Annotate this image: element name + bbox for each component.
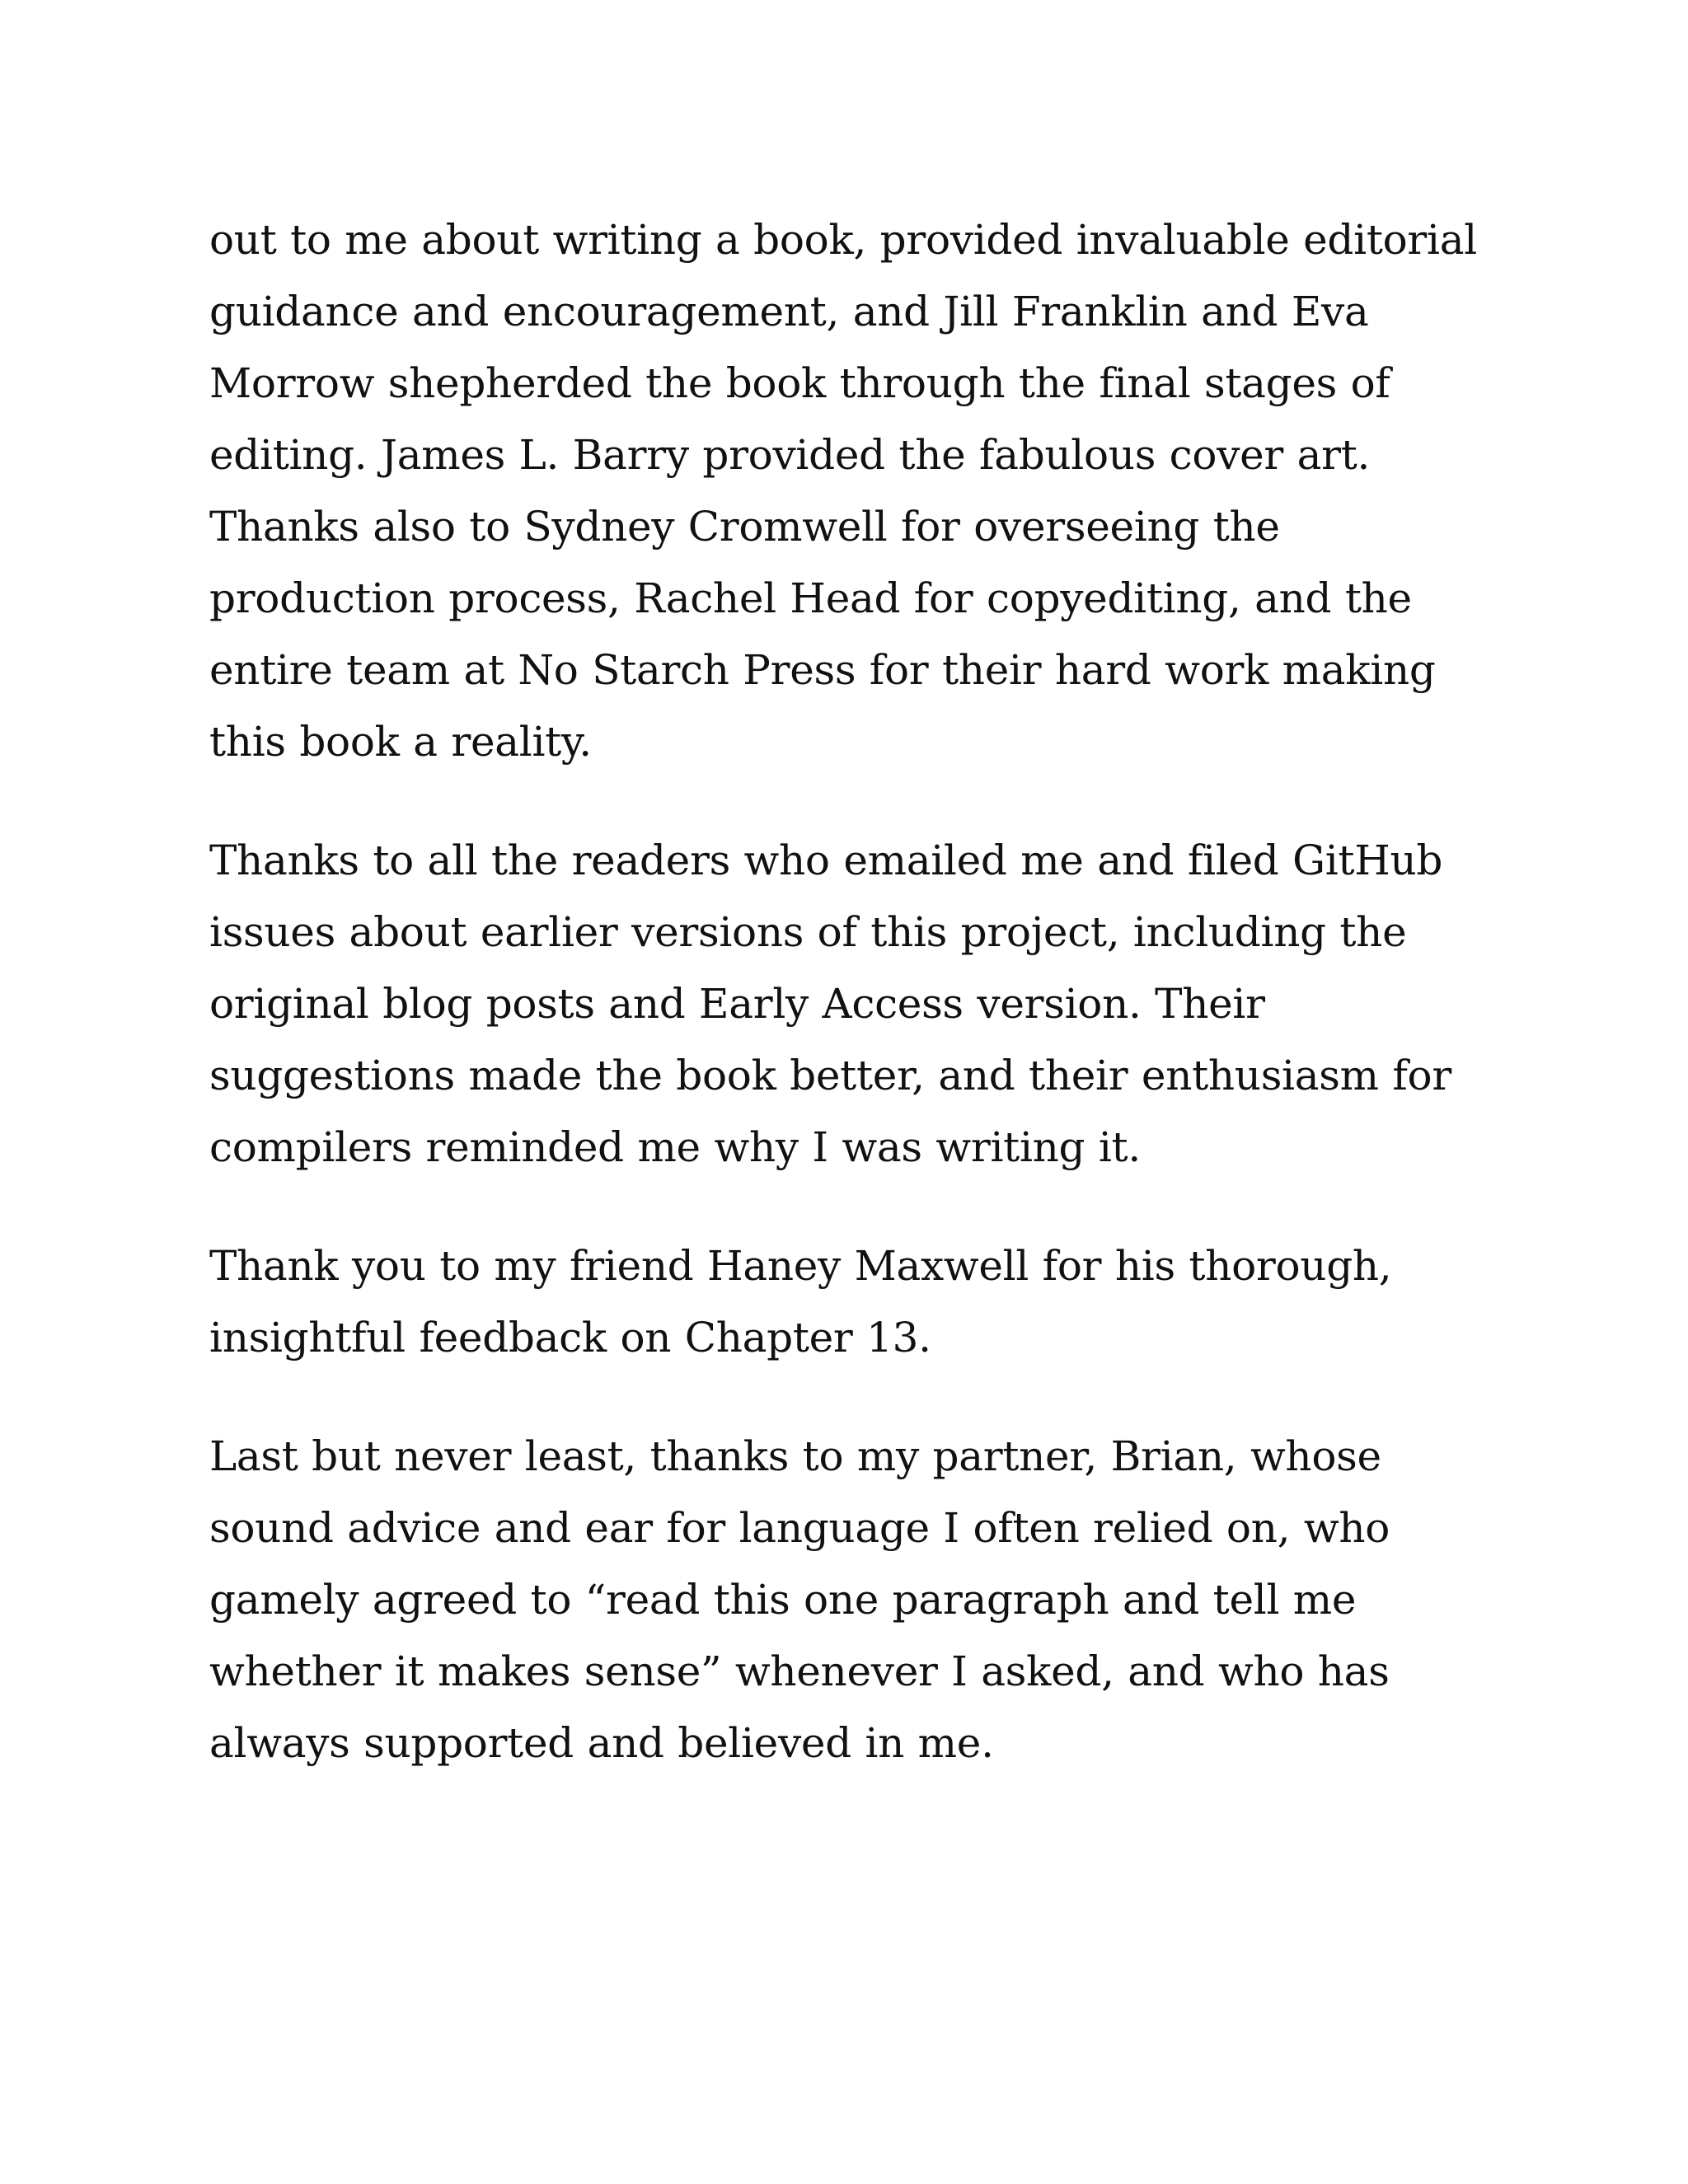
paragraph-4: Last but never least, thanks to my partner, Brian, whose sound advice and ear for language I often relied on, who gamely agreed to “read this one paragraph and tell me whether it makes sense” whenever I asked, and who has always supported and believed in me.	[209, 1432, 1390, 1767]
paragraph-1: out to me about writing a book, provided invaluable editorial guidance and encouragement, and Jill Franklin and Eva Morrow shepherded the book through the final stages of editing. James L. Barry provided the fabulous cover art. Thanks also to Sydney Cromwell for overseeing the production process, Rachel Head for copyediting, and the entire team at No Starch Press for their hard work making this book a reality.	[209, 216, 1477, 766]
document-page	[209, 204, 1479, 1826]
paragraph-3: Thank you to my friend Haney Maxwell for his thorough, insightful feedback on Chapter 13.	[209, 1242, 1392, 1361]
paragraph-2: Thanks to all the readers who emailed me and filed GitHub issues about earlier versions of this project, including the original blog posts and Early Access version. Their suggestions made the book better, and their enthusiasm for compilers reminded me why I was writing it.	[209, 837, 1451, 1171]
